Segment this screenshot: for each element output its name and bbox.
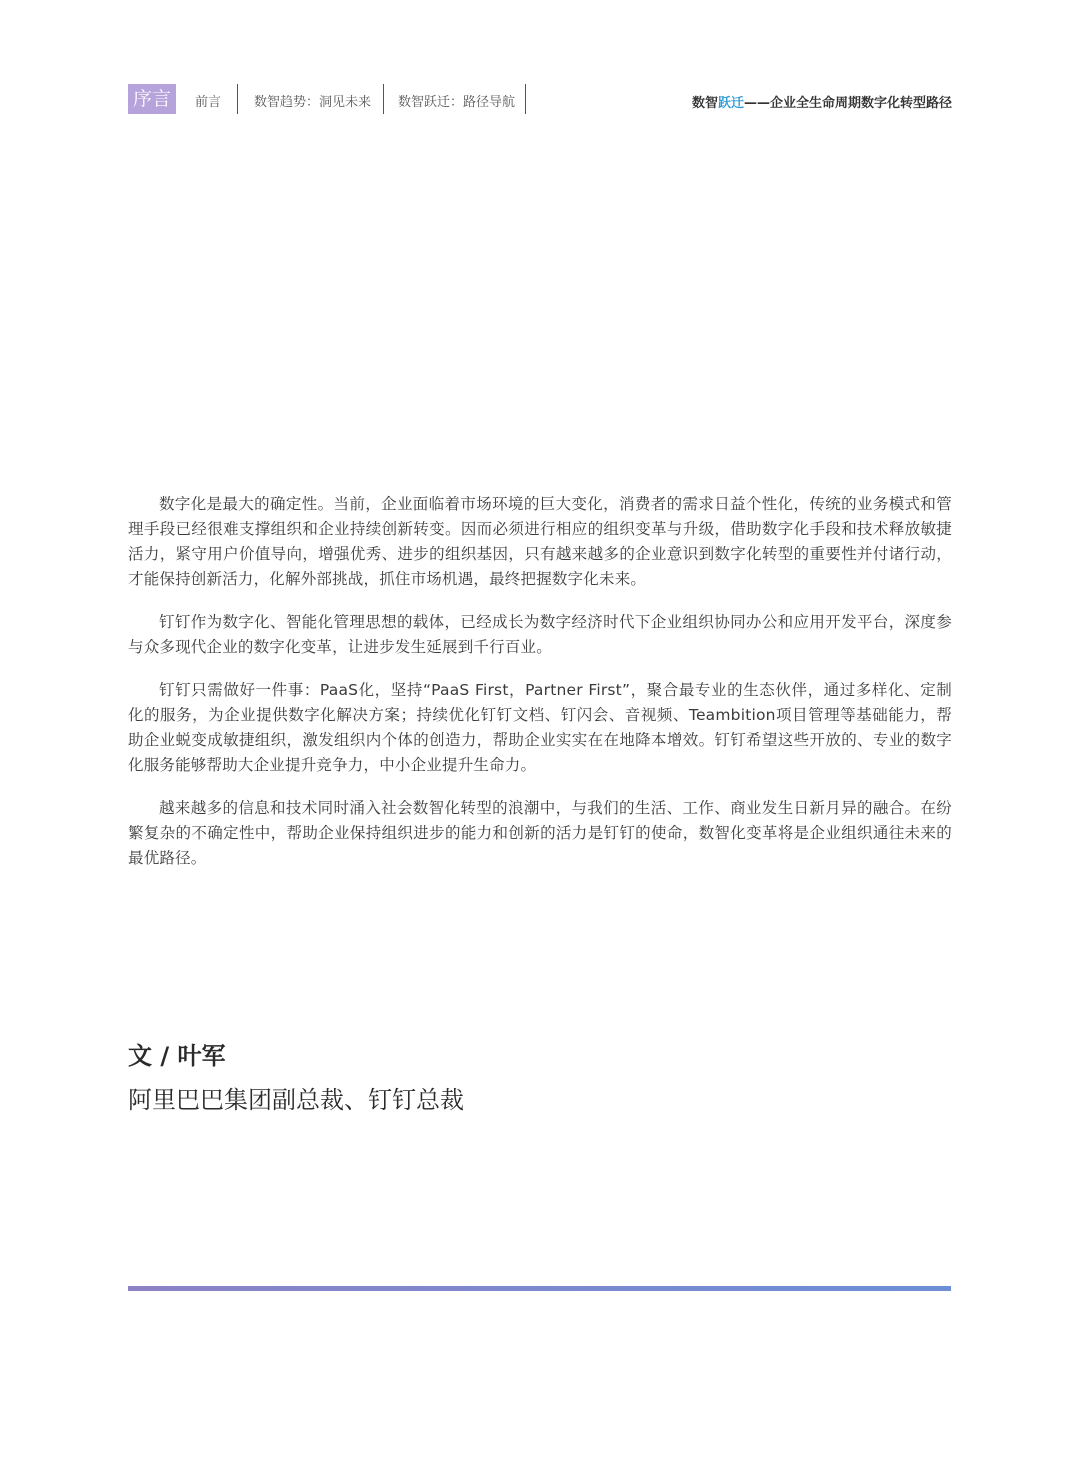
- tab-divider: [383, 84, 384, 114]
- tab-foreword[interactable]: 前言: [195, 95, 222, 110]
- body-text: [128, 492, 952, 889]
- tab-navigation[interactable]: 数智跃迁：路径导航: [398, 95, 516, 110]
- paragraph: 钉钉只需做好一件事：PaaS化，坚持“PaaS First，Partner First”，聚合最专业的生态伙伴，通过多样化、定制化的服务，为企业提供数字化解决方案；持续优化钉钉文档、钉闪会、音视频、Teambition项目管理等基础能力，帮助企业蜕变成敏捷组织，激发组织内个体的创造力，帮助企业实实在在地降本增效。钉钉希望这些开放的、专业的数字化服务能够帮助大企业提升竞争力，中小企业提升生命力。: [128, 681, 952, 774]
- author-line: 文 / 叶军: [128, 1042, 226, 1070]
- tab-divider: [237, 84, 238, 114]
- document-title: [692, 92, 952, 111]
- tab-trends[interactable]: 数智趋势：洞见未来: [254, 95, 372, 110]
- paragraph: 钉钉作为数字化、智能化管理思想的载体，已经成长为数字经济时代下企业组织协同办公和应用开发平台，深度参与众多现代企业的数字化变革，让进步发生延展到千行百业。: [128, 613, 952, 656]
- title-accent: 跃迁: [717, 96, 744, 111]
- tab-divider: [525, 84, 526, 114]
- paragraph: 数字化是最大的确定性。当前，企业面临着市场环境的巨大变化，消费者的需求日益个性化，传统的业务模式和管理手段已经很难支撑组织和企业持续创新转变。因而必须进行相应的组织变革与升级，借助数字化手段和技术释放敏捷活力，紧守用户价值导向，增强优秀、进步的组织基因，只有越来越多的企业意识到数字化转型的重要性并付诸行动，才能保持创新活力，化解外部挑战，抓住市场机遇，最终把握数字化未来。: [128, 495, 952, 588]
- footer-divider: [128, 1286, 951, 1291]
- tab-preface[interactable]: 序言: [128, 84, 176, 114]
- title-suffix: ——企业全生命周期数字化转型路径: [743, 96, 952, 111]
- paragraph: 越来越多的信息和技术同时涌入社会数智化转型的浪潮中，与我们的生活、工作、商业发生日新月异的融合。在纷繁复杂的不确定性中，帮助企业保持组织进步的能力和创新的活力是钉钉的使命，数智化变革将是企业组织通往未来的最优路径。: [128, 799, 952, 867]
- author-role: 阿里巴巴集团副总裁、钉钉总裁: [128, 1086, 464, 1114]
- page-header: [128, 84, 952, 116]
- title-prefix: 数智: [691, 96, 718, 111]
